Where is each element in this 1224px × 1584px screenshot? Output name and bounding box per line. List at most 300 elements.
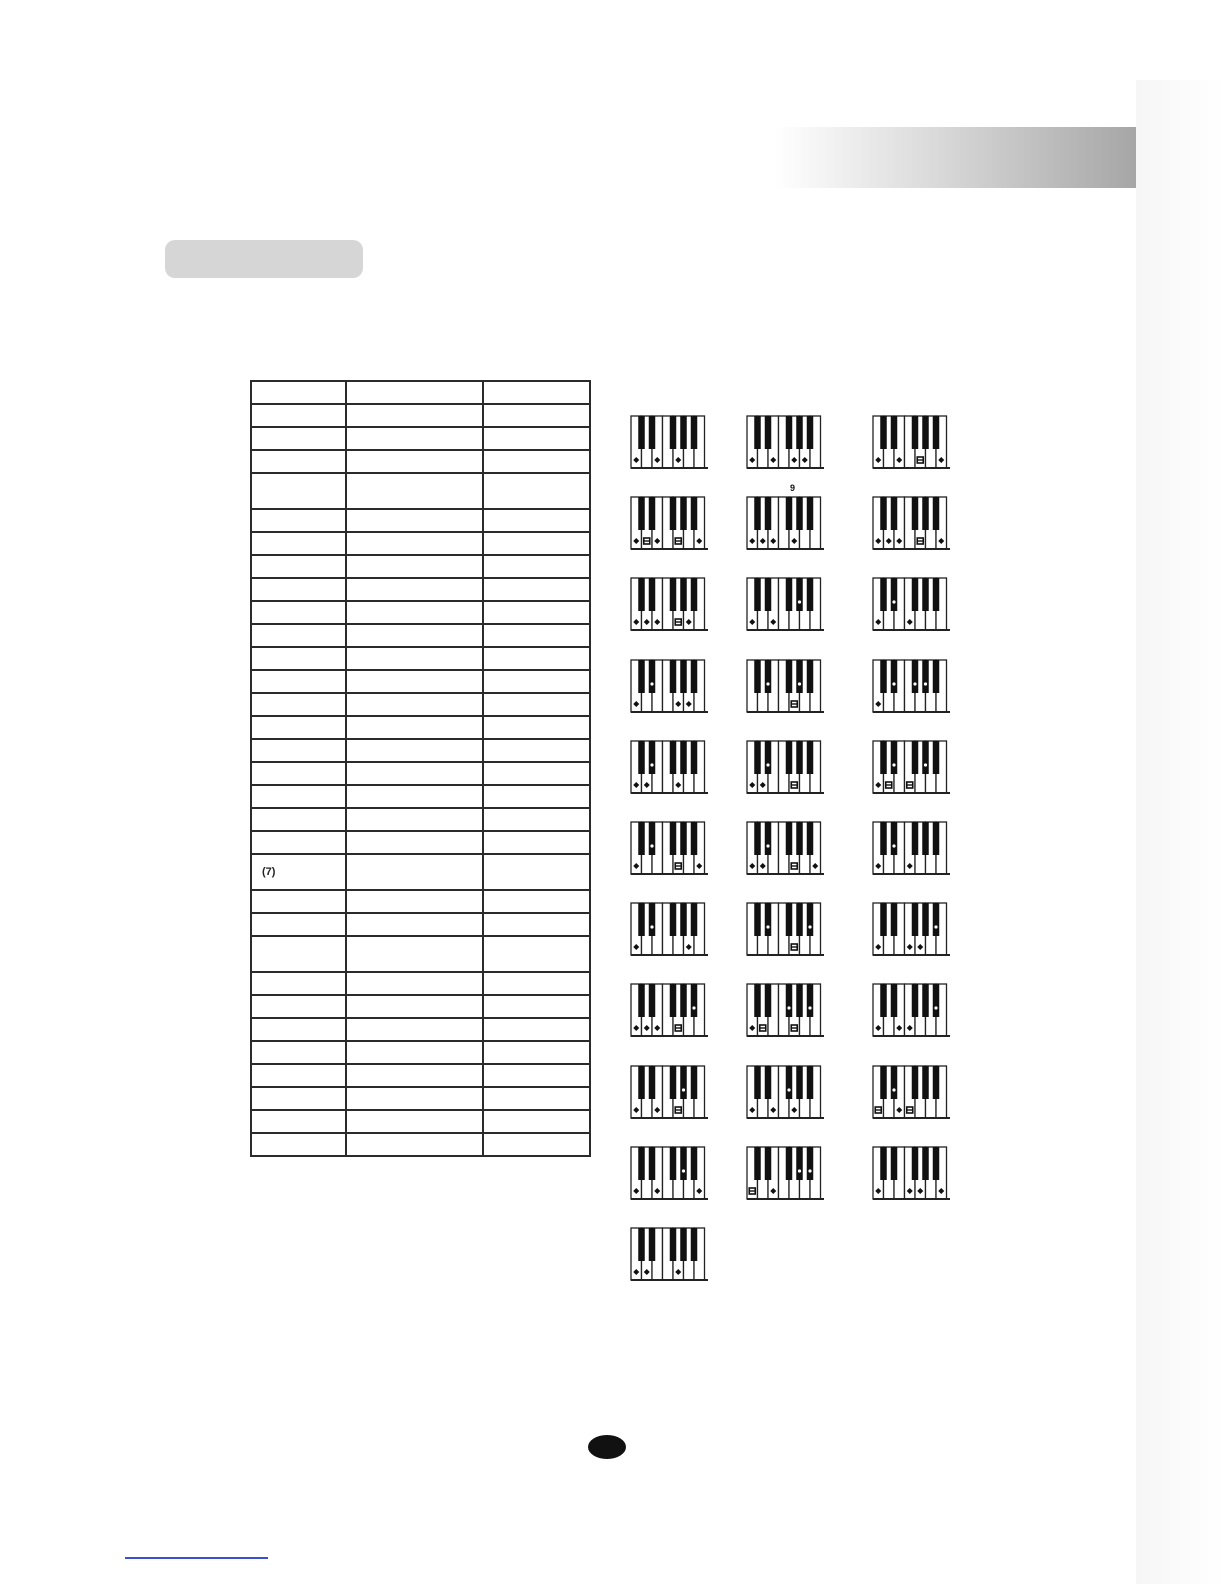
- table-cell-c1: [251, 647, 346, 670]
- table-cell-c3: [483, 1018, 590, 1041]
- table-cell-c1: [251, 739, 346, 762]
- table-row: [251, 1064, 590, 1087]
- black-key: [796, 660, 803, 693]
- black-key: [786, 497, 793, 530]
- table-row: [251, 808, 590, 831]
- page-number-badge: [588, 1435, 626, 1459]
- table-cell-c2: [346, 1041, 483, 1064]
- black-key: [649, 1147, 656, 1180]
- table-cell-c3: [483, 785, 590, 808]
- keyboard-diagram: [746, 1065, 826, 1123]
- black-key-mark: [766, 763, 769, 766]
- black-key: [933, 416, 940, 449]
- black-key: [754, 741, 761, 774]
- black-key: [922, 416, 929, 449]
- keyboard-diagram: [872, 902, 952, 960]
- table-cell-c2: [346, 578, 483, 601]
- table-cell-c1: [251, 509, 346, 532]
- black-key: [649, 1066, 656, 1099]
- black-key-mark: [766, 682, 769, 685]
- black-key: [691, 416, 698, 449]
- black-key: [649, 1228, 656, 1261]
- keyboard-diagram: [872, 821, 952, 879]
- black-key: [912, 903, 919, 936]
- keyboard-diagram: [746, 577, 826, 635]
- table-cell-c1: [251, 831, 346, 854]
- black-key: [922, 741, 929, 774]
- table-row: [251, 624, 590, 647]
- black-key: [786, 984, 793, 1017]
- table-cell-c3: [483, 1041, 590, 1064]
- table-cell-c1: [251, 972, 346, 995]
- black-key: [754, 984, 761, 1017]
- table-cell-c2: [346, 404, 483, 427]
- black-key: [807, 741, 814, 774]
- table-cell-c2: [346, 716, 483, 739]
- black-key: [891, 741, 898, 774]
- table-row: [251, 785, 590, 808]
- table-cell-c1: [251, 670, 346, 693]
- black-key: [933, 984, 940, 1017]
- black-key: [680, 578, 687, 611]
- black-key: [670, 1066, 677, 1099]
- table-cell-c2: [346, 450, 483, 473]
- black-key: [922, 1066, 929, 1099]
- black-key: [807, 578, 814, 611]
- keyboard-diagram: [746, 740, 826, 798]
- keyboard-diagram: [872, 1146, 952, 1204]
- black-key-mark: [692, 1007, 695, 1010]
- black-key: [807, 1147, 814, 1180]
- table-row: [251, 532, 590, 555]
- black-key: [638, 741, 645, 774]
- table-row: [251, 716, 590, 739]
- section-title-pill: [165, 240, 363, 278]
- black-key: [891, 1066, 898, 1099]
- black-key-mark: [808, 1007, 811, 1010]
- table-row: [251, 995, 590, 1018]
- page-edge-shadow: [1136, 80, 1224, 1584]
- black-key: [880, 416, 887, 449]
- black-key: [891, 822, 898, 855]
- black-key-mark: [787, 1007, 790, 1010]
- black-key-mark: [892, 844, 895, 847]
- keyboard-diagram: [630, 496, 710, 554]
- black-key: [912, 1147, 919, 1180]
- black-key: [765, 741, 772, 774]
- black-key: [670, 741, 677, 774]
- black-key: [638, 1066, 645, 1099]
- black-key-mark: [650, 926, 653, 929]
- black-key-mark: [766, 844, 769, 847]
- table-cell-c1: [251, 995, 346, 1018]
- black-key-mark: [934, 1007, 937, 1010]
- black-key: [912, 578, 919, 611]
- table-cell-c3: [483, 1110, 590, 1133]
- table-cell-c2: [346, 532, 483, 555]
- black-key: [807, 497, 814, 530]
- black-key: [880, 822, 887, 855]
- footer-link-underline[interactable]: [125, 1557, 268, 1559]
- table-cell-c3: [483, 670, 590, 693]
- table-cell-c2: [346, 890, 483, 913]
- table-cell-c3: [483, 381, 590, 404]
- table-cell-c3: [483, 972, 590, 995]
- black-key: [796, 903, 803, 936]
- black-key-mark: [682, 1169, 685, 1172]
- table-cell-c2: [346, 1064, 483, 1087]
- black-key: [691, 497, 698, 530]
- keyboard-diagram: [872, 415, 952, 473]
- black-key: [933, 822, 940, 855]
- chapter-header-bar: [775, 127, 1136, 188]
- table-cell-c3: [483, 647, 590, 670]
- black-key: [786, 416, 793, 449]
- black-key-mark: [913, 682, 916, 685]
- keyboard-diagram: [872, 496, 952, 554]
- table-cell-c1: [251, 578, 346, 601]
- keyboard-diagram: [872, 740, 952, 798]
- black-key: [680, 984, 687, 1017]
- table-row: [251, 647, 590, 670]
- table-row: [251, 1041, 590, 1064]
- table-cell-c3: [483, 716, 590, 739]
- table-cell-c2: [346, 1018, 483, 1041]
- table-cell-c1: [251, 936, 346, 972]
- table-cell-c3: [483, 578, 590, 601]
- black-key: [670, 497, 677, 530]
- table-cell-c3: [483, 762, 590, 785]
- black-key: [880, 660, 887, 693]
- keyboard-diagram: [746, 1146, 826, 1204]
- keyboard-diagram: [630, 1146, 710, 1204]
- black-key: [754, 497, 761, 530]
- table-cell-c2: [346, 601, 483, 624]
- black-key: [670, 1147, 677, 1180]
- keyboard-diagram: [872, 1065, 952, 1123]
- table-cell-c1: [251, 532, 346, 555]
- keyboard-diagram: [872, 659, 952, 717]
- table-cell-c1: [251, 404, 346, 427]
- keyboard-diagram: [746, 983, 826, 1041]
- black-key: [649, 984, 656, 1017]
- black-key: [680, 1066, 687, 1099]
- table-cell-c2: [346, 913, 483, 936]
- black-key: [638, 660, 645, 693]
- black-key: [880, 497, 887, 530]
- table-row: [251, 739, 590, 762]
- black-key: [649, 497, 656, 530]
- black-key-mark: [787, 1088, 790, 1091]
- keyboard-diagram: [630, 983, 710, 1041]
- black-key: [922, 497, 929, 530]
- table-row: [251, 381, 590, 404]
- table-cell-c1: [251, 913, 346, 936]
- black-key: [670, 903, 677, 936]
- table-row: [251, 1110, 590, 1133]
- table-row: [251, 601, 590, 624]
- keyboard-diagram: [872, 983, 952, 1041]
- table-cell-c2: [346, 693, 483, 716]
- black-key-mark: [798, 1169, 801, 1172]
- black-key: [638, 822, 645, 855]
- table-cell-c1: [251, 716, 346, 739]
- black-key: [691, 903, 698, 936]
- black-key: [765, 984, 772, 1017]
- black-key: [680, 416, 687, 449]
- black-key: [638, 903, 645, 936]
- black-key: [891, 660, 898, 693]
- black-key: [680, 822, 687, 855]
- black-key: [880, 903, 887, 936]
- black-key: [765, 578, 772, 611]
- table-cell-c3: [483, 450, 590, 473]
- black-key: [880, 578, 887, 611]
- black-key: [891, 578, 898, 611]
- black-key: [880, 984, 887, 1017]
- black-key: [786, 822, 793, 855]
- table-cell-c1: [251, 785, 346, 808]
- black-key: [649, 578, 656, 611]
- table-cell-c2: [346, 739, 483, 762]
- table-cell-c1: [251, 1064, 346, 1087]
- table-row: [251, 473, 590, 509]
- table-cell-c3: [483, 936, 590, 972]
- black-key: [649, 822, 656, 855]
- black-key: [691, 660, 698, 693]
- black-key: [880, 1147, 887, 1180]
- table-cell-c2: [346, 995, 483, 1018]
- black-key: [670, 416, 677, 449]
- table-cell-c3: [483, 404, 590, 427]
- table-cell-c1: (7): [251, 854, 346, 890]
- black-key: [691, 1066, 698, 1099]
- black-key: [807, 660, 814, 693]
- table-cell-c2: [346, 381, 483, 404]
- keyboard-diagram: [746, 821, 826, 879]
- black-key-mark: [892, 763, 895, 766]
- black-key: [912, 741, 919, 774]
- black-key: [670, 660, 677, 693]
- black-key: [807, 903, 814, 936]
- table-cell-c2: [346, 647, 483, 670]
- black-key: [912, 660, 919, 693]
- black-key: [680, 660, 687, 693]
- black-key: [912, 822, 919, 855]
- keyboard-diagram: [630, 1227, 710, 1285]
- black-key: [933, 741, 940, 774]
- table-cell-c3: [483, 693, 590, 716]
- table-cell-c3: [483, 831, 590, 854]
- black-key: [922, 903, 929, 936]
- table-cell-c2: [346, 555, 483, 578]
- table-cell-c2: [346, 427, 483, 450]
- black-key: [754, 416, 761, 449]
- keyboard-diagram: [872, 577, 952, 635]
- black-key: [912, 984, 919, 1017]
- table-cell-c1: [251, 555, 346, 578]
- table-cell-c3: [483, 890, 590, 913]
- table-cell-c1: [251, 450, 346, 473]
- table-cell-c2: [346, 1133, 483, 1156]
- table-cell-c1: [251, 890, 346, 913]
- table-cell-c3: [483, 1064, 590, 1087]
- black-key: [680, 1228, 687, 1261]
- table-row: [251, 427, 590, 450]
- table-cell-c1: [251, 473, 346, 509]
- table-cell-c3: [483, 808, 590, 831]
- black-key: [796, 416, 803, 449]
- keyboard-diagram: [746, 496, 826, 554]
- black-key: [922, 822, 929, 855]
- black-key: [922, 1147, 929, 1180]
- black-key: [880, 741, 887, 774]
- black-key: [691, 741, 698, 774]
- black-key-mark: [798, 682, 801, 685]
- table-cell-c2: [346, 854, 483, 890]
- black-key: [922, 984, 929, 1017]
- table-cell-c2: [346, 808, 483, 831]
- black-key: [807, 984, 814, 1017]
- black-key: [891, 903, 898, 936]
- black-key: [691, 1228, 698, 1261]
- table-row: [251, 670, 590, 693]
- diagram-label: 9: [790, 483, 796, 494]
- table-row: [251, 509, 590, 532]
- black-key: [891, 416, 898, 449]
- table-cell-c1: [251, 1041, 346, 1064]
- table-row: [251, 913, 590, 936]
- black-key: [754, 903, 761, 936]
- table-cell-c3: [483, 473, 590, 509]
- black-key: [649, 660, 656, 693]
- black-key: [933, 497, 940, 530]
- black-key-mark: [924, 682, 927, 685]
- black-key-mark: [924, 763, 927, 766]
- black-key-mark: [650, 763, 653, 766]
- table-row: [251, 1018, 590, 1041]
- black-key: [786, 1066, 793, 1099]
- black-key: [765, 660, 772, 693]
- black-key: [786, 660, 793, 693]
- keyboard-diagram: [630, 415, 710, 473]
- black-key: [796, 741, 803, 774]
- black-key: [786, 741, 793, 774]
- black-key: [638, 578, 645, 611]
- black-key: [796, 984, 803, 1017]
- black-key: [680, 903, 687, 936]
- black-key: [649, 416, 656, 449]
- black-key: [922, 578, 929, 611]
- black-key: [680, 741, 687, 774]
- table-cell-c1: [251, 693, 346, 716]
- black-key: [670, 578, 677, 611]
- table-cell-c2: [346, 762, 483, 785]
- keyboard-diagram: [746, 659, 826, 717]
- black-key: [691, 1147, 698, 1180]
- black-key: [680, 497, 687, 530]
- black-key: [922, 660, 929, 693]
- table-row: [251, 404, 590, 427]
- black-key-mark: [650, 844, 653, 847]
- table-row: [251, 1087, 590, 1110]
- keyboard-diagram: [630, 821, 710, 879]
- black-key: [796, 497, 803, 530]
- table-cell-c1: [251, 1087, 346, 1110]
- keyboard-diagram: [630, 1065, 710, 1123]
- keyboard-diagram: [630, 902, 710, 960]
- black-key-mark: [650, 682, 653, 685]
- black-key: [754, 660, 761, 693]
- table-cell-c3: [483, 427, 590, 450]
- table-cell-c2: [346, 936, 483, 972]
- black-key: [754, 1147, 761, 1180]
- table-row: [251, 854, 590, 890]
- black-key: [638, 984, 645, 1017]
- table-cell-c1: [251, 601, 346, 624]
- black-key: [638, 416, 645, 449]
- black-key: [765, 1066, 772, 1099]
- black-key-mark: [766, 926, 769, 929]
- table-cell-c3: [483, 995, 590, 1018]
- black-key: [912, 1066, 919, 1099]
- black-key: [638, 497, 645, 530]
- black-key: [638, 1228, 645, 1261]
- table-cell-c2: [346, 473, 483, 509]
- table-row: [251, 890, 590, 913]
- black-key: [796, 1147, 803, 1180]
- keyboard-diagram: [630, 740, 710, 798]
- black-key: [691, 578, 698, 611]
- black-key: [754, 1066, 761, 1099]
- black-key-mark: [892, 1088, 895, 1091]
- table-cell-c2: [346, 785, 483, 808]
- black-key: [691, 984, 698, 1017]
- table-cell-c2: [346, 1087, 483, 1110]
- black-key: [765, 416, 772, 449]
- table-cell-c3: [483, 532, 590, 555]
- keyboard-diagram: [630, 659, 710, 717]
- table-cell-c2: [346, 509, 483, 532]
- table-cell-c2: [346, 1110, 483, 1133]
- black-key: [933, 1066, 940, 1099]
- black-key: [912, 416, 919, 449]
- table-row: [251, 762, 590, 785]
- table-row: [251, 555, 590, 578]
- black-key: [796, 578, 803, 611]
- black-key: [796, 822, 803, 855]
- table-cell-c3: [483, 624, 590, 647]
- table-cell-c2: [346, 670, 483, 693]
- black-key: [891, 1147, 898, 1180]
- table-cell-c1: [251, 1133, 346, 1156]
- black-key: [786, 578, 793, 611]
- black-key: [891, 984, 898, 1017]
- black-key: [670, 1228, 677, 1261]
- black-key: [649, 903, 656, 936]
- table-cell-c3: [483, 509, 590, 532]
- black-key: [754, 822, 761, 855]
- black-key: [807, 1066, 814, 1099]
- black-key: [680, 1147, 687, 1180]
- black-key: [754, 578, 761, 611]
- table-cell-c3: [483, 601, 590, 624]
- black-key: [638, 1147, 645, 1180]
- table-cell-c3: [483, 1133, 590, 1156]
- black-key: [691, 822, 698, 855]
- black-key-mark: [892, 682, 895, 685]
- black-key-mark: [682, 1088, 685, 1091]
